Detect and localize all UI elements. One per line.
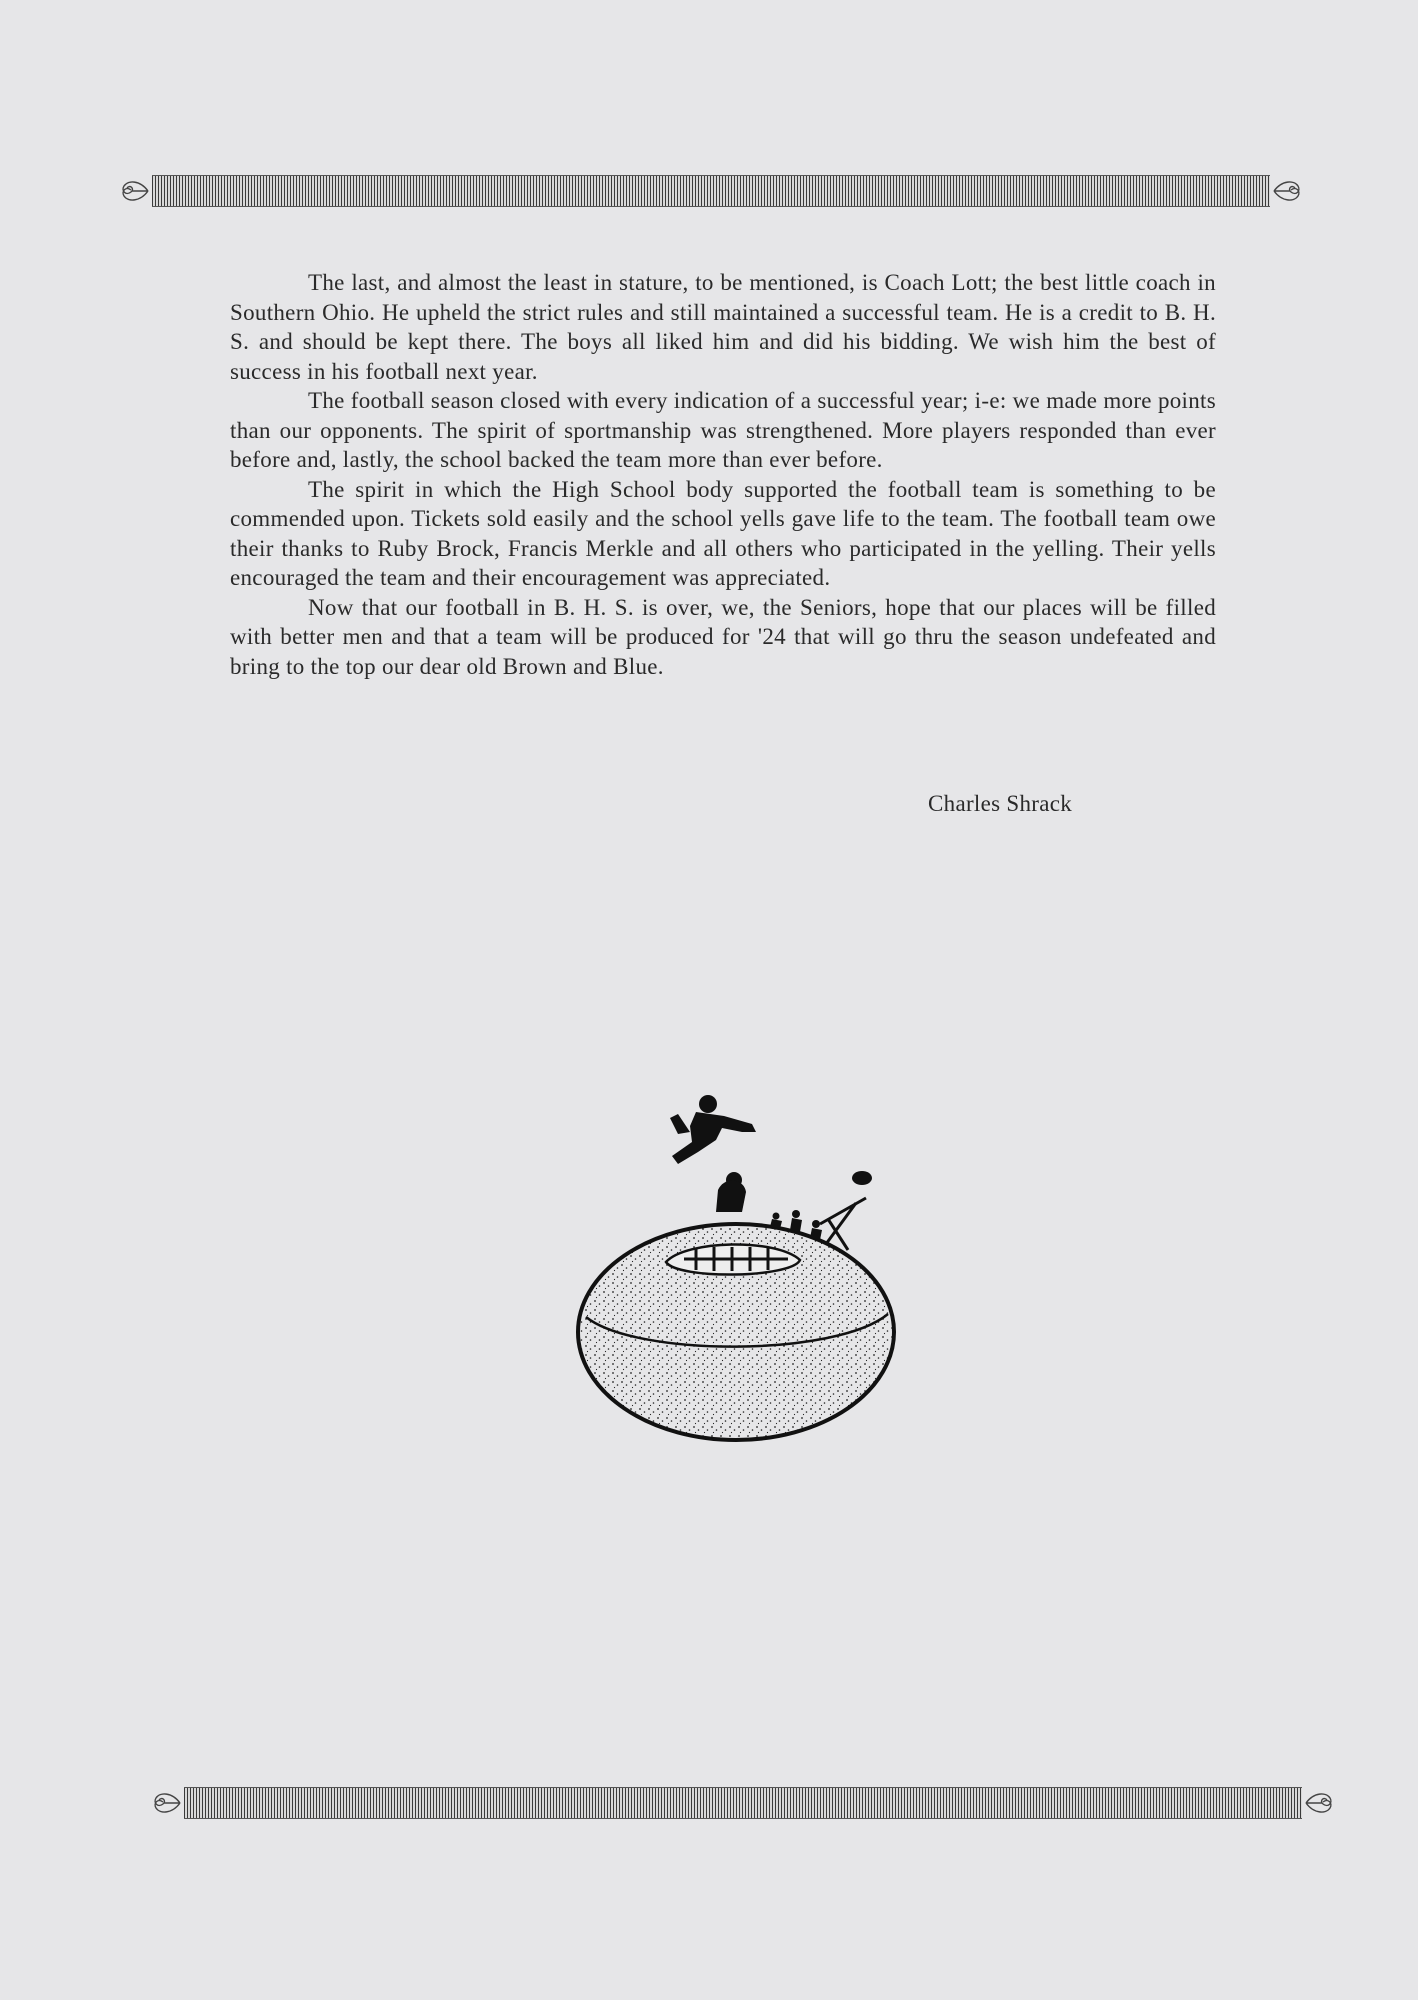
top-rule-bar <box>152 175 1270 207</box>
flourish-left-icon <box>118 172 152 210</box>
paragraph-spirit: The spirit in which the High School body supported the football team is something to be commended upon. Tickets sold easily and the school yells gave life to the team. The football team owe their thanks to Ruby Brock, Francis Merkle and all others who participated in the yelling. Their yells encouraged the team and their encouragement was appreciated. <box>230 476 1216 590</box>
flourish-left-icon <box>150 1784 184 1822</box>
football-kicker-illustration-icon <box>566 1092 906 1452</box>
top-ornamental-rule <box>118 172 1304 210</box>
author-signature: Charles Shrack <box>928 791 1073 816</box>
flourish-right-icon <box>1302 1784 1336 1822</box>
bottom-ornamental-rule <box>150 1784 1336 1822</box>
bottom-rule-bar <box>184 1787 1302 1819</box>
paragraph-season: The football season closed with every indication of a successful year; i-e: we made more points than our opponents. The spirit of sportmanship was strengthened. More players responded than ever before and, lastly, the school backed the team more than ever before. <box>230 388 1216 472</box>
flourish-right-icon <box>1270 172 1304 210</box>
paragraph-seniors: Now that our football in B. H. S. is over, we, the Seniors, hope that our places will be filled with better men and that a team will be produced for '24 that will go thru the season undefeated and bring to the top our dear old Brown and Blue. <box>230 594 1216 679</box>
paragraph-coach: The last, and almost the least in stature, to be mentioned, is Coach Lott; the best little coach in Southern Ohio. He upheld the strict rules and still maintained a successful team. He is a credit to B. H. S. and should be kept there. The boys all liked him and did his bidding. We wish him the best of success in his football next year. <box>230 270 1216 384</box>
article-body <box>230 268 1216 681</box>
